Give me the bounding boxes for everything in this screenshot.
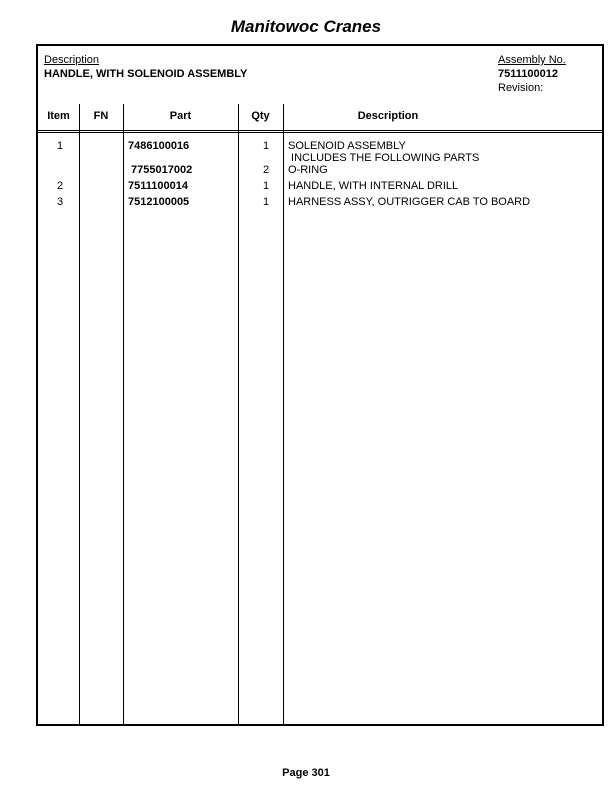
- row-qty: 1: [262, 196, 270, 208]
- row-item: 3: [56, 196, 64, 208]
- column-header-item: Item: [47, 110, 70, 122]
- row-description: HANDLE, WITH INTERNAL DRILL: [288, 180, 459, 192]
- row-description: SOLENOID ASSEMBLY: [288, 140, 406, 152]
- row-description: HARNESS ASSY, OUTRIGGER CAB TO BOARD: [288, 196, 531, 208]
- column-header-fn: FN: [93, 110, 109, 122]
- row-item: 2: [56, 180, 64, 192]
- row-qty: 1: [262, 180, 270, 192]
- row-part-number: 7755017002: [128, 164, 193, 176]
- revision-label: Revision:: [498, 82, 544, 94]
- row-description-note: INCLUDES THE FOLLOWING PARTS: [288, 152, 480, 164]
- column-header-description: Description: [357, 110, 419, 122]
- row-description: O-RING: [288, 164, 328, 176]
- column-header-qty: Qty: [251, 110, 270, 122]
- row-item: 1: [56, 140, 64, 152]
- column-header-part: Part: [169, 110, 192, 122]
- assembly-number: 7511100012: [498, 68, 558, 80]
- document-title: Manitowoc Cranes: [230, 17, 382, 36]
- parts-table-frame: [36, 44, 604, 726]
- description-label: Description: [44, 54, 100, 66]
- row-qty: 2: [262, 164, 270, 176]
- assembly-number-label: Assembly No.: [498, 54, 566, 66]
- row-part-number: 7486100016: [128, 140, 190, 152]
- assembly-description: HANDLE, WITH SOLENOID ASSEMBLY: [44, 68, 248, 80]
- row-qty: 1: [262, 140, 270, 152]
- row-part-number: 7511100014: [128, 180, 188, 192]
- row-part-number: 7512100005: [128, 196, 190, 208]
- header-rule: [38, 130, 602, 131]
- column-divider: [123, 104, 124, 724]
- page-number: Page 301: [282, 767, 330, 779]
